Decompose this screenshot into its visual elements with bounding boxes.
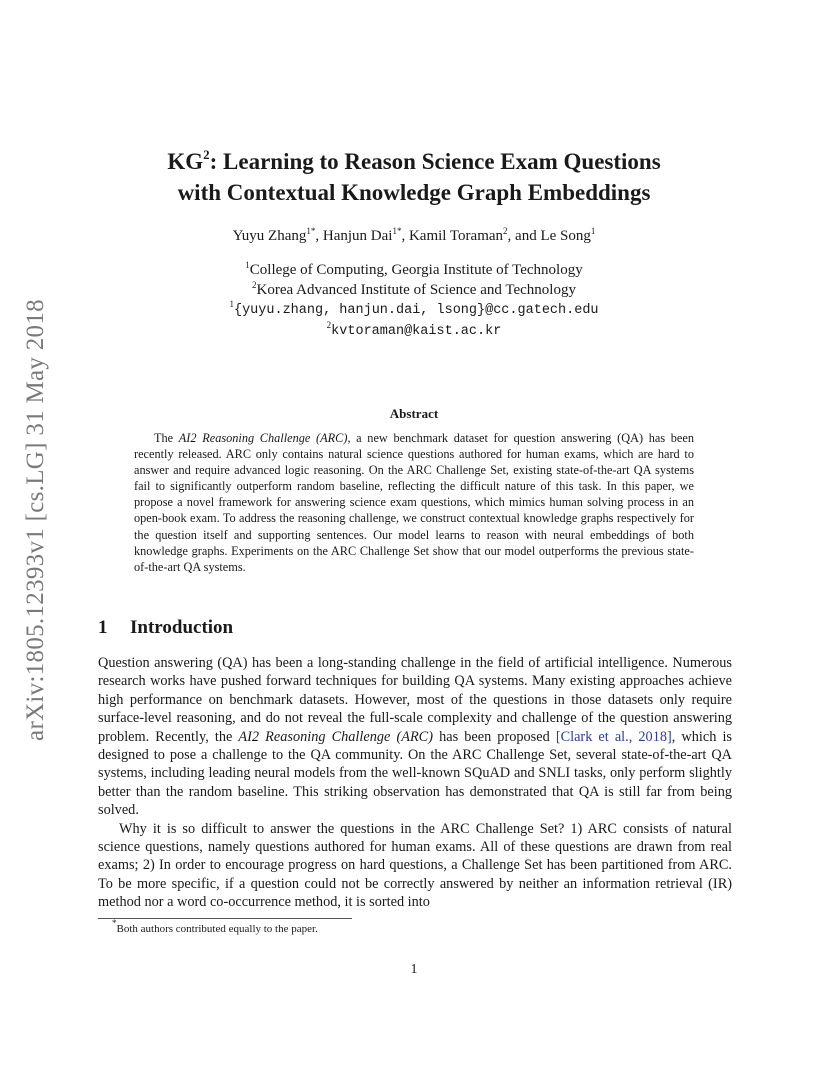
page-number: 1 [410,962,418,977]
author-name: Hanjun Dai [322,228,393,244]
author-separator: , [401,228,409,244]
paper-title [90,146,738,208]
email-mark: 1 [229,299,234,309]
abstract-text-part: The [154,431,179,445]
section-number: 1 [98,617,108,638]
abstract-text-part: , a new benchmark dataset for question answering (QA) has been recently released. ARC only contains natural science questions authored for human exams, which are hard to answer and require advanced logic reasoning. On the ARC Challenge Set, existing state-of-the-art QA systems fail to significantly outperform random baseline, reflecting the difficult nature of this task. In this paper, we propose a novel framework for answering science exam questions, which mimics human solving process in an open-book exam. To address the reasoning challenge, we construct contextual knowledge graphs respectively for the question itself and supporting sentences. Our model learns to reason with neural embeddings of both knowledge graphs. Experiments on the ARC Challenge Set show that our model outperforms the previous state-of-the-art QA systems. [134,431,694,574]
body-text [98,654,732,912]
email-mark: 2 [326,319,332,330]
paragraph [98,654,732,820]
paragraph-emphasis: AI2 Reasoning Challenge (ARC) [238,728,433,745]
title-line-1 [90,146,738,177]
author-mark: 1* [392,226,402,236]
section-title: Introduction [130,617,234,638]
author-mark: 1 [590,226,596,236]
author-separator: , [315,228,323,244]
citation-link[interactable]: [Clark et al., 2018] [555,728,672,745]
affiliation-text: College of Computing, Georgia Institute of Technology [249,262,583,278]
author-mark: 1* [306,226,316,236]
paragraph-text: , which is designed to pose a challenge to the QA community. On the ARC Challenge Set, several state-of-the-art QA systems, including leading neural models from the well-known SQuAD and SNLI tasks, only perform slightly better than the random baseline. This striking observation has demonstrated that QA is still far from being solved. [98,728,732,819]
author-list [90,228,738,245]
arxiv-sidebar [14,280,58,760]
email-text: {yuyu.zhang, hanjun.dai, lsong}@cc.gatech.edu [233,303,599,318]
section-heading [98,617,233,639]
title-kg: KG [167,149,204,174]
footnote-divider [98,918,352,919]
paragraph-text: has been proposed [432,728,556,745]
title-superscript: 2 [203,147,210,162]
title-line-1-text: : Learning to Reason Science Exam Questions [209,149,661,174]
footnote-mark: * [112,918,117,928]
arxiv-identifier: arXiv:1805.12393v1 [cs.LG] 31 May 2018 [22,299,49,741]
author-name: Kamil Toraman [408,228,504,244]
affiliation [90,261,738,281]
paragraph-text: Question answering (QA) has been a long-standing challenge in the field of artificial intelligence. Numerous research works have pushed forward techniques for building QA systems. Many existing approaches achieve high performance on benchmark datasets. However, most of the questions in those datasets only require surface-level reasoning, and do not reveal the full-scale complexity and challenge of the question answering problem. Recently, the [98,655,732,745]
footnote [112,918,318,935]
abstract-heading: Abstract [389,406,439,421]
author-separator: , and [507,228,541,244]
affiliation-text: Korea Advanced Institute of Science and Technology [256,281,576,298]
affiliation [90,281,738,301]
email [90,321,738,342]
author-name: Yuyu Zhang [232,228,307,244]
email [90,300,738,321]
affiliations [90,261,738,341]
author-mark: 2 [503,226,508,236]
title-line-2: with Contextual Knowledge Graph Embeddings [177,180,651,205]
paragraph: Why it is so difficult to answer the questions in the ARC Challenge Set? 1) ARC consists of natural science questions, namely questions authored for human exams. All of these questions are drawn from real exams; 2) In order to encourage progress on hard questions, a Challenge Set has been partitioned from ARC. To be more specific, if a question could not be correctly answered by neither an information retrieval (IR) method nor a word co-occurrence method, it is sorted into [98,820,732,911]
email-text: kvtoraman@kaist.ac.kr [331,323,502,339]
author-name: Le Song [540,228,591,244]
footnote-text: Both authors contributed equally to the paper. [116,923,318,935]
abstract-text [134,430,694,575]
affiliation-mark: 2 [252,279,257,290]
affiliation-mark: 1 [245,260,250,270]
abstract-emphasis: AI2 Reasoning Challenge (ARC) [178,431,348,445]
